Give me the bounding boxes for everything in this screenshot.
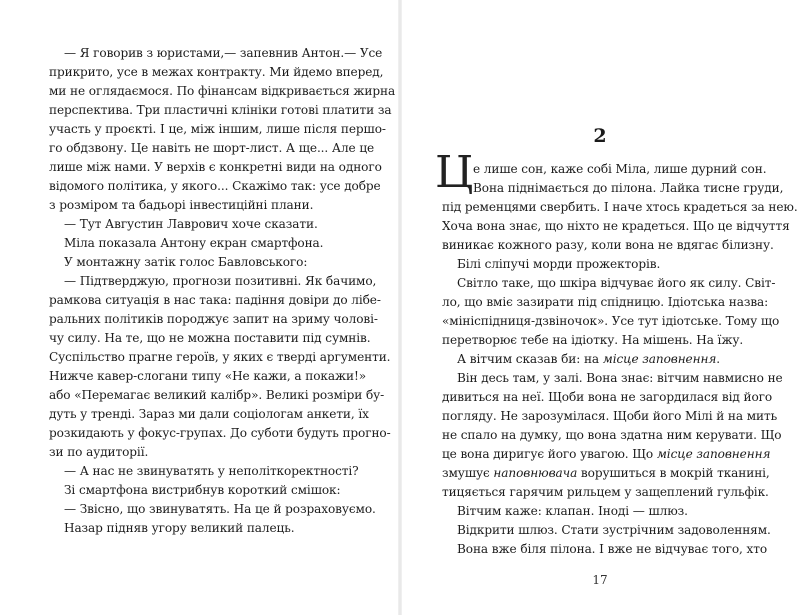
text-run: .: [716, 352, 721, 366]
text-line: з розміром та бадьорі інвестиційні плани.: [49, 198, 314, 212]
text-line: погляду. Не зарозумілася. Щоби його Мілі й на мить: [442, 409, 778, 423]
text-line: Вона вже біля пілона. І вже не відчуває того, хто: [457, 542, 768, 556]
text-line: дуть у тренді. Зараз ми дали соціологам анкети, їх: [49, 407, 369, 421]
text-line: Нижче кавер-слогани типу «Не кажи, а покажи!»: [49, 369, 367, 383]
drop-cap: Ц: [435, 147, 474, 198]
text-line: ми не оглядаємося. По фінансам відкривається жирна: [49, 84, 396, 98]
text-line: го обдзвону. Це навіть не шорт-лист. А ще... Але це: [49, 141, 375, 155]
text-run: змушує: [442, 466, 494, 480]
text-line: перетворює тебе на ідіотку. На мішень. На їжу.: [442, 333, 744, 347]
text-line: Зі смартфона вистрибнув короткий смішок:: [64, 483, 341, 497]
text-line: Вітчим каже: клапан. Іноді — шлюз.: [457, 504, 688, 518]
italic-run: місце заповнення: [656, 447, 771, 461]
text-line: [442, 350, 753, 369]
text-line: Вона піднімається до пілона. Лайка тисне груди,: [473, 181, 784, 195]
text-line: Відкрити шлюз. Стати зустрічним задоволенням.: [457, 523, 771, 537]
text-line: «мініспідниця-дзвіночок». Усе тут ідіотське. Тому що: [442, 314, 780, 328]
text-line: Він десь там, у залі. Вона знає: вітчим навмисно не: [457, 371, 783, 385]
text-line: прикрито, усе в межах контракту. Ми йдемо вперед,: [49, 65, 384, 79]
text-line: Міла показала Антону екран смартфона.: [64, 236, 324, 250]
text-line: — Тут Августин Лаврович хоче сказати.: [64, 217, 318, 231]
text-run: це вона диригує його увагою. Що: [442, 447, 657, 461]
text-line: [442, 464, 770, 483]
text-line: рамкова ситуація в нас така: падіння довіри до лібе-: [49, 293, 381, 307]
text-line: розкидають у фокус-групах. До суботи будуть прогно-: [49, 426, 391, 440]
italic-run: наповнювача: [493, 466, 578, 480]
text-line: е лише сон, каже собі Міла, лише дурний сон.: [473, 162, 767, 176]
text-line: Світло таке, що шкіра відчуває його як силу. Світ-: [457, 276, 776, 290]
text-line: У монтажну затік голос Бавловського:: [64, 255, 308, 269]
text-line: відомого політика, у якого... Скажімо так: усе добре: [49, 179, 381, 193]
text-line: лише між нами. У верхів є конкретні види на одного: [49, 160, 382, 174]
text-line: тицяється гарячим рильцем у защеплений гульфік.: [442, 485, 769, 499]
text-run: ворушиться в мокрій тканині,: [577, 466, 770, 480]
text-line: участь у проєкті. І це, між іншим, лише після першо-: [49, 122, 386, 136]
text-line: — Звісно, що звинуватять. На це й розраховуємо.: [64, 502, 376, 516]
text-line: або «Перемагає великий калібр». Великі розміри бу-: [49, 388, 385, 402]
text-line: дивиться на неї. Щоби вона не загордилася від його: [442, 390, 773, 404]
text-line: ральних політиків породжує запит на зриму чолові-: [49, 312, 378, 326]
text-line: зи по аудиторії.: [49, 445, 149, 459]
text-line: Білі сліпучі морди прожекторів.: [457, 257, 661, 271]
chapter-number: 2: [593, 125, 607, 147]
text-line: під ременцями свербить. І наче хтось крадеться за нею.: [442, 200, 798, 214]
text-line: — Підтверджую, прогнози позитивні. Як бачимо,: [64, 274, 377, 288]
text-line: Назар підняв угору великий палець.: [64, 521, 295, 535]
italic-run: місце заповнення: [602, 352, 717, 366]
right-page: [400, 0, 800, 615]
text-line: Хоча вона знає, що ніхто не крадеться. Що це відчуття: [442, 219, 790, 233]
text-run: А вітчим сказав би: на: [457, 352, 603, 366]
text-line: Суспільство прагне героїв, у яких є тверді аргументи.: [49, 350, 391, 364]
text-line: — А нас не звинуватять у неполіткоректності?: [64, 464, 359, 478]
text-line: виникає кожного разу, коли вона не вдягає білизну.: [442, 238, 774, 252]
text-line: — Я говорив з юристами,— запевнив Антон.— Усе: [64, 46, 383, 60]
text-line: ло, що вміє зазирати під спідницю. Ідіотська назва:: [442, 295, 769, 309]
text-line: не спало на думку, що вона здатна ним керувати. Що: [442, 428, 782, 442]
text-line: чу силу. На те, що не можна поставити під сумнів.: [49, 331, 371, 345]
page-number: 17: [592, 573, 608, 587]
text-line: [442, 445, 771, 464]
text-line: перспектива. Три пластичні клініки готові платити за: [49, 103, 392, 117]
